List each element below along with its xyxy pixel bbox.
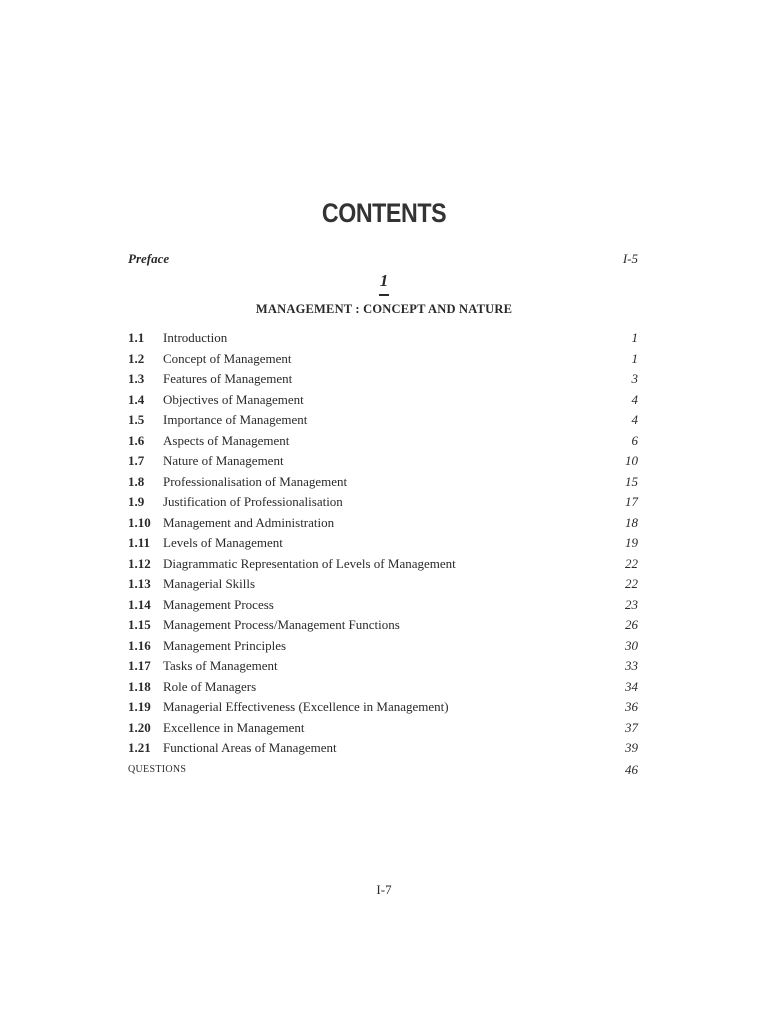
toc-list <box>128 330 640 761</box>
toc-page-number: 10 <box>625 453 638 468</box>
toc-row <box>128 433 640 454</box>
toc-section-title: Management and Administration <box>163 514 335 530</box>
chapter-title: MANAGEMENT : CONCEPT AND NATURE <box>255 302 513 316</box>
toc-section-title: Professionalisation of Management <box>163 473 348 489</box>
toc-section-number: 1.20 <box>128 719 151 735</box>
toc-page-number: 6 <box>631 432 638 448</box>
chapter-number: 1 <box>379 271 389 290</box>
toc-page-number: 17 <box>625 494 638 509</box>
toc-section-title: Management Process <box>163 596 274 612</box>
toc-row <box>128 453 640 474</box>
toc-page-number: 19 <box>625 535 638 550</box>
toc-row <box>128 679 640 700</box>
toc-page-number: 15 <box>625 473 638 489</box>
toc-section-number: 1.10 <box>128 514 151 530</box>
toc-section-title: Introduction <box>163 330 228 345</box>
toc-page-number: 22 <box>625 576 638 591</box>
toc-row <box>128 576 640 597</box>
toc-row <box>128 638 640 659</box>
page-title: CONTENTS <box>321 198 447 228</box>
toc-row <box>128 720 640 741</box>
toc-row <box>128 330 640 351</box>
toc-section-number: 1.3 <box>128 371 145 386</box>
toc-section-number: 1.4 <box>128 391 145 407</box>
toc-row <box>128 535 640 556</box>
preface-page-number: I-5 <box>622 251 638 266</box>
toc-section-number: 1.6 <box>128 432 145 448</box>
toc-row <box>128 412 640 433</box>
toc-page-number: 37 <box>625 719 638 735</box>
toc-section-number: 1.17 <box>128 658 151 673</box>
toc-row <box>128 392 640 413</box>
toc-section-title: Concept of Management <box>163 350 292 366</box>
toc-section-title: Management Principles <box>163 637 287 653</box>
toc-row <box>128 658 640 679</box>
toc-section-number: 1.13 <box>128 576 151 591</box>
toc-section-number: 1.11 <box>128 535 151 550</box>
toc-page-number: 4 <box>631 412 638 427</box>
toc-section-title: Objectives of Management <box>163 391 304 407</box>
toc-page-number: 36 <box>625 699 638 714</box>
toc-section-title: Managerial Effectiveness (Excellence in Management) <box>163 699 449 714</box>
toc-section-number: 1.12 <box>128 555 151 571</box>
toc-section-number: 1.18 <box>128 678 151 694</box>
toc-section-title: Role of Managers <box>163 678 257 694</box>
toc-row <box>128 699 640 720</box>
page-folio: I-7 <box>376 882 392 897</box>
toc-section-title: Excellence in Management <box>163 719 305 735</box>
toc-page-number: 3 <box>631 371 638 386</box>
toc-page-number: 33 <box>625 658 638 673</box>
toc-page-number: 22 <box>625 555 638 571</box>
toc-section-title: Features of Management <box>163 371 293 386</box>
toc-section-title: Aspects of Management <box>163 432 290 448</box>
toc-page-number: 4 <box>631 391 638 407</box>
toc-section-title: Management Process/Management Functions <box>163 617 400 632</box>
toc-section-title: Tasks of Management <box>163 658 278 673</box>
toc-row <box>128 740 640 761</box>
chapter-number-underline <box>379 294 389 296</box>
toc-section-number: 1.21 <box>128 740 151 755</box>
toc-section-title: Diagrammatic Representation of Levels of Management <box>163 555 456 571</box>
toc-page-number: 30 <box>625 637 638 653</box>
toc-section-number: 1.15 <box>128 617 151 632</box>
toc-section-number: 1.1 <box>128 330 145 345</box>
toc-page-number: 18 <box>625 514 638 530</box>
toc-section-number: 1.9 <box>128 494 145 509</box>
toc-section-title: Functional Areas of Management <box>163 740 337 755</box>
toc-section-number: 1.8 <box>128 473 145 489</box>
toc-page-number: 1 <box>631 350 638 366</box>
questions-page-number: 46 <box>625 762 638 777</box>
questions-label: QUESTIONS <box>128 764 187 775</box>
toc-section-title: Managerial Skills <box>163 576 256 591</box>
toc-section-title: Levels of Management <box>163 535 283 550</box>
preface-row <box>128 251 638 271</box>
toc-row <box>128 515 640 536</box>
toc-row <box>128 494 640 515</box>
toc-section-title: Importance of Management <box>163 412 308 427</box>
toc-section-number: 1.2 <box>128 350 145 366</box>
toc-section-title: Nature of Management <box>163 453 284 468</box>
toc-row <box>128 556 640 577</box>
toc-section-number: 1.19 <box>128 699 151 714</box>
toc-section-number: 1.7 <box>128 453 145 468</box>
toc-row <box>128 351 640 372</box>
toc-row <box>128 371 640 392</box>
toc-page-number: 1 <box>631 330 638 345</box>
toc-section-number: 1.16 <box>128 637 151 653</box>
toc-row <box>128 617 640 638</box>
toc-page-number: 34 <box>625 678 638 694</box>
toc-section-title: Justification of Professionalisation <box>163 494 343 509</box>
toc-row <box>128 597 640 618</box>
toc-section-number: 1.14 <box>128 596 151 612</box>
toc-page-number: 23 <box>625 596 638 612</box>
toc-page-number: 26 <box>625 617 638 632</box>
toc-section-number: 1.5 <box>128 412 145 427</box>
preface-label: Preface <box>128 251 170 266</box>
toc-page-number: 39 <box>625 740 638 755</box>
toc-row <box>128 474 640 495</box>
questions-row <box>128 762 640 780</box>
